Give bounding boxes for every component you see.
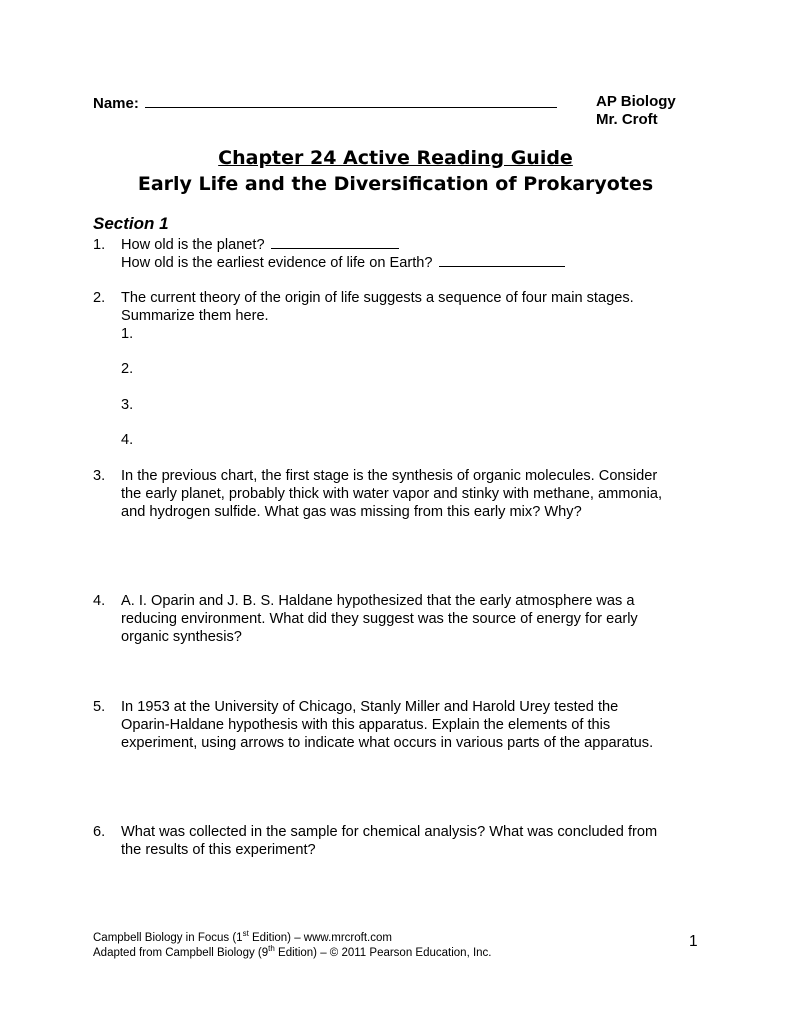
page-title: Chapter 24 Active Reading Guide (218, 147, 573, 169)
section-heading: Section 1 (93, 214, 169, 233)
footer-text: Edition) – www.mrcroft.com (248, 932, 392, 944)
name-label: Name: (93, 95, 139, 112)
question-text: reducing environment. What did they suggest was the source of energy for early (121, 611, 638, 627)
question-text: The current theory of the origin of life suggests a sequence of four main stages. (121, 290, 634, 306)
name-blank-line[interactable] (145, 93, 557, 108)
question-number: 1. (93, 237, 106, 253)
question-number: 3. (93, 468, 106, 484)
question-text: What was collected in the sample for chemical analysis? What was concluded from (121, 824, 658, 840)
answer-blank-planet-age[interactable] (271, 236, 399, 249)
page-subtitle: Early Life and the Diversification of Prokaryotes (137, 173, 654, 195)
teacher-label: Mr. Croft (596, 111, 658, 128)
stage-item-4: 4. (121, 432, 134, 448)
footer-text: Adapted from Campbell Biology (9 (93, 947, 269, 959)
footer-text: Edition) – © 2011 Pearson Education, Inc. (274, 947, 492, 959)
stage-item-3: 3. (121, 397, 134, 413)
question-number: 6. (93, 824, 106, 840)
footer-source-line-1 (93, 931, 392, 946)
question-number: 4. (93, 593, 106, 609)
stage-item-1: 1. (121, 326, 134, 342)
question-text: organic synthesis? (121, 629, 242, 645)
footer-text: Campbell Biology in Focus (1 (93, 932, 243, 944)
question-number: 2. (93, 290, 106, 306)
answer-blank-earliest-life[interactable] (439, 254, 565, 267)
question-number: 5. (93, 699, 106, 715)
footer-superscript: st (242, 929, 249, 938)
footer-superscript: th (268, 944, 275, 953)
question-text: the early planet, probably thick with water vapor and stinky with methane, ammonia, (121, 486, 663, 502)
page-number: 1 (689, 933, 698, 950)
question-text: Oparin-Haldane hypothesis with this apparatus. Explain the elements of this (121, 717, 611, 733)
question-text: In the previous chart, the first stage is the synthesis of organic molecules. Consider (121, 468, 658, 484)
name-field[interactable] (93, 93, 557, 113)
stage-item-2: 2. (121, 361, 134, 377)
question-text: In 1953 at the University of Chicago, Stanly Miller and Harold Urey tested the (121, 699, 619, 715)
question-text: How old is the earliest evidence of life on Earth? (121, 255, 433, 271)
footer-source-line-2 (93, 946, 492, 961)
course-label: AP Biology (596, 93, 676, 110)
question-text: experiment, using arrows to indicate what occurs in various parts of the apparatus. (121, 735, 654, 751)
question-text: How old is the planet? (121, 237, 265, 253)
question-text: and hydrogen sulfide. What gas was missing from this early mix? Why? (121, 504, 582, 520)
question-text: Summarize them here. (121, 308, 269, 324)
question-text: the results of this experiment? (121, 842, 316, 858)
question-text: A. I. Oparin and J. B. S. Haldane hypothesized that the early atmosphere was a (121, 593, 635, 609)
